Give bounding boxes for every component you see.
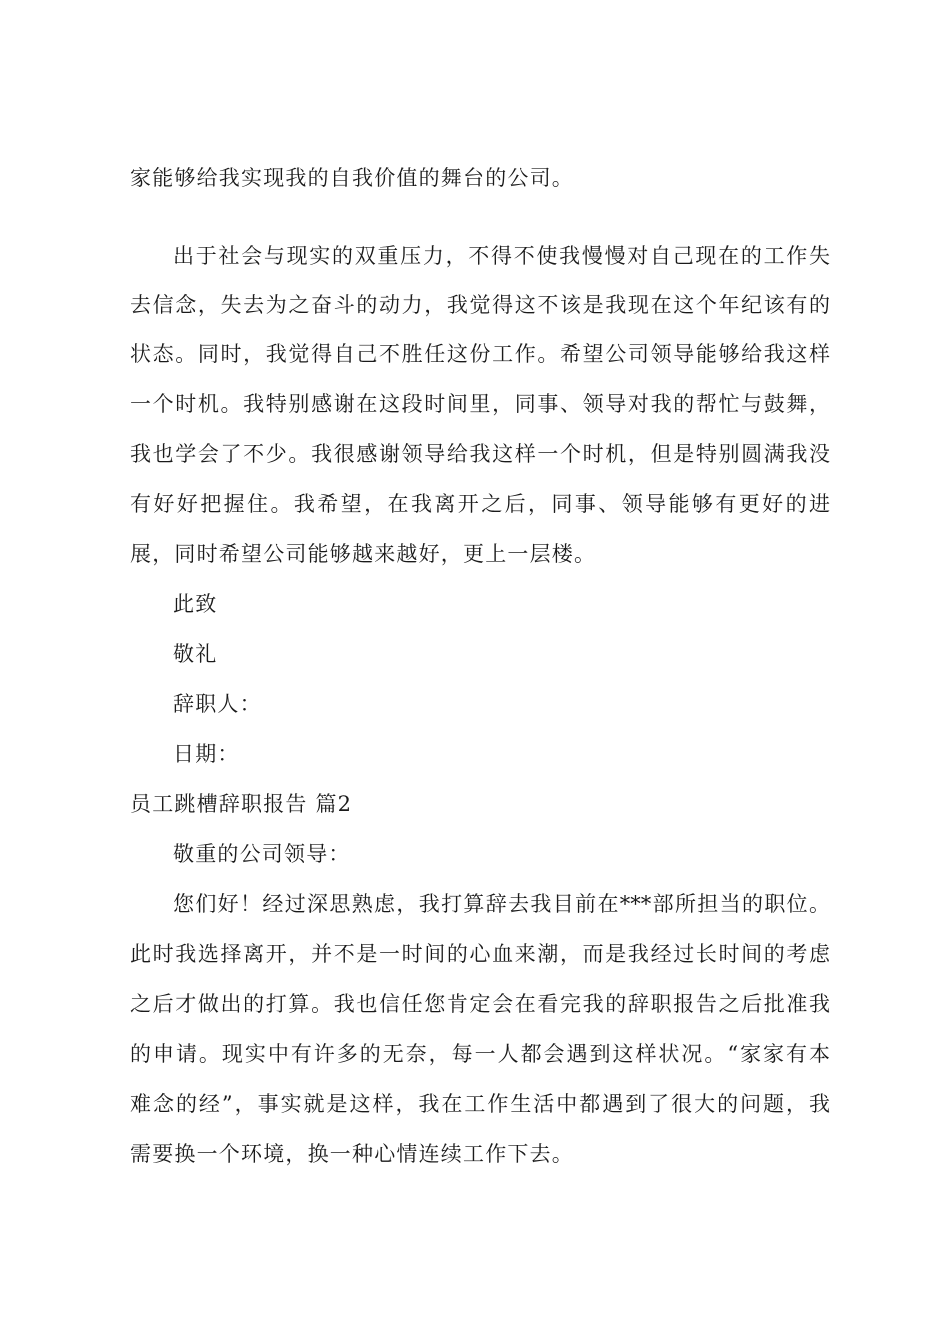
paragraph-line: 难念的经”，事实就是这样，我在工作生活中都遇到了很大的问题，我 xyxy=(130,1092,830,1116)
resigner-label: 辞职人： xyxy=(173,692,262,716)
paragraph-line: 此时我选择离开，并不是一时间的心血来潮，而是我经过长时间的考虑 xyxy=(130,942,830,966)
paragraph-line: 需要换一个环境，换一种心情连续工作下去。 xyxy=(130,1142,574,1166)
paragraph-line: 去信念，失去为之奋斗的动力，我觉得这不该是我现在这个年纪该有的 xyxy=(130,293,830,317)
paragraph-line: 状态。同时，我觉得自己不胜任这份工作。希望公司领导能够给我这样 xyxy=(130,342,830,366)
section-heading: 员工跳槽辞职报告 篇2 xyxy=(130,792,353,816)
closing-salutation: 敬礼 xyxy=(173,642,218,666)
paragraph-line: 一个时机。我特别感谢在这段时间里，同事、领导对我的帮忙与鼓舞， xyxy=(130,392,830,416)
paragraph-line: 您们好！经过深思熟虑，我打算辞去我目前在***部所担当的职位。 xyxy=(173,892,830,916)
paragraph-line: 出于社会与现实的双重压力，不得不使我慢慢对自己现在的工作失 xyxy=(173,244,830,268)
date-label: 日期： xyxy=(173,742,240,766)
closing-salutation: 此致 xyxy=(173,592,218,616)
greeting: 敬重的公司领导： xyxy=(173,842,351,866)
paragraph-line: 我也学会了不少。我很感谢领导给我这样一个时机，但是特别圆满我没 xyxy=(130,442,830,466)
paragraph-line: 展，同时希望公司能够越来越好，更上一层楼。 xyxy=(130,542,597,566)
paragraph-line: 的申请。现实中有许多的无奈，每一人都会遇到这样状况。“家家有本 xyxy=(130,1042,830,1066)
paragraph-line: 之后才做出的打算。我也信任您肯定会在看完我的辞职报告之后批准我 xyxy=(130,992,830,1016)
paragraph-line: 有好好把握住。我希望，在我离开之后，同事、领导能够有更好的进 xyxy=(130,492,830,516)
paragraph-line: 家能够给我实现我的自我价值的舞台的公司。 xyxy=(130,166,574,190)
